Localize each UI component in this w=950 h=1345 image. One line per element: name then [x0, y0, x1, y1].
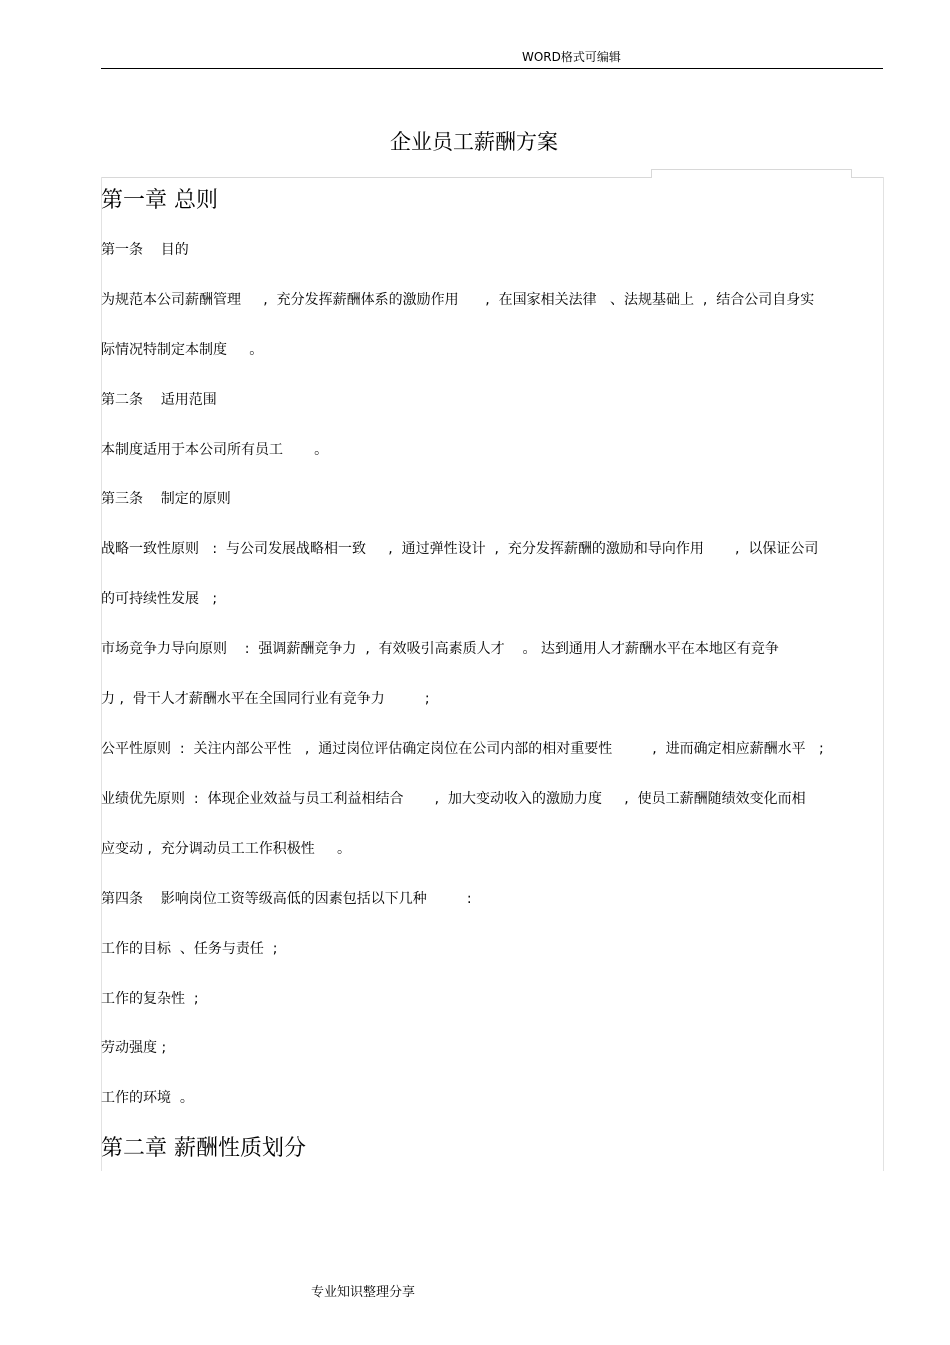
frame-line — [851, 177, 883, 178]
frame-line — [651, 169, 652, 178]
paragraph-line: 公平性原则 : 关注内部公平性 , 通过岗位评估确定岗位在公司内部的相对重要性 , 进而确定相应薪酬水平 ; — [101, 741, 824, 757]
paragraph-line: 战略一致性原则 : 与公司发展战略相一致 , 通过弹性设计 , 充分发挥薪酬的激励和导向作用 , 以保证公司 — [101, 541, 819, 557]
document-title: 企业员工薪酬方案 — [390, 130, 558, 154]
paragraph-line: 力 , 骨干人才薪酬水平在全国同行业有竞争力 ; — [101, 691, 430, 707]
article-heading: 第四条 影响岗位工资等级高低的因素包括以下几种 : — [101, 891, 472, 907]
chapter-heading: 第二章 薪酬性质划分 — [101, 1136, 306, 1161]
chapter-heading: 第一章 总则 — [101, 188, 218, 213]
paragraph-line: 际情况特制定本制度 。 — [101, 342, 264, 358]
frame-line — [883, 177, 884, 1171]
header-label: WORD格式可编辑 — [522, 50, 621, 64]
list-item: 工作的环境 。 — [101, 1090, 194, 1106]
paragraph-line: 市场竞争力导向原则 : 强调薪酬竞争力 , 有效吸引高素质人才 。 达到通用人才薪酬水平在本地区有竞争 — [101, 641, 779, 657]
article-heading: 第二条 适用范围 — [101, 392, 217, 408]
list-item: 劳动强度 ; — [101, 1040, 167, 1056]
paragraph-line: 业绩优先原则 : 体现企业效益与员工利益相结合 , 加大变动收入的激励力度 , 使员工薪酬随绩效变化而相 — [101, 791, 806, 807]
paragraph-line: 应变动 , 充分调动员工工作积极性 。 — [101, 841, 352, 857]
frame-line — [651, 169, 851, 170]
article-heading: 第一条 目的 — [101, 242, 189, 258]
list-item: 工作的复杂性 ; — [101, 991, 199, 1007]
page-footer: 专业知识整理分享 — [311, 1285, 416, 1300]
list-item: 工作的目标 、任务与责任 ; — [101, 941, 278, 957]
paragraph-line: 的可持续性发展 ; — [101, 591, 218, 607]
header-divider — [101, 68, 883, 69]
article-heading: 第三条 制定的原则 — [101, 491, 231, 507]
frame-line — [101, 177, 102, 1171]
paragraph-line: 本制度适用于本公司所有员工 。 — [101, 442, 329, 458]
paragraph-line: 为规范本公司薪酬管理 , 充分发挥薪酬体系的激励作用 , 在国家相关法律 、法规基础上 , 结合公司自身实 — [101, 292, 815, 308]
frame-line — [101, 177, 651, 178]
